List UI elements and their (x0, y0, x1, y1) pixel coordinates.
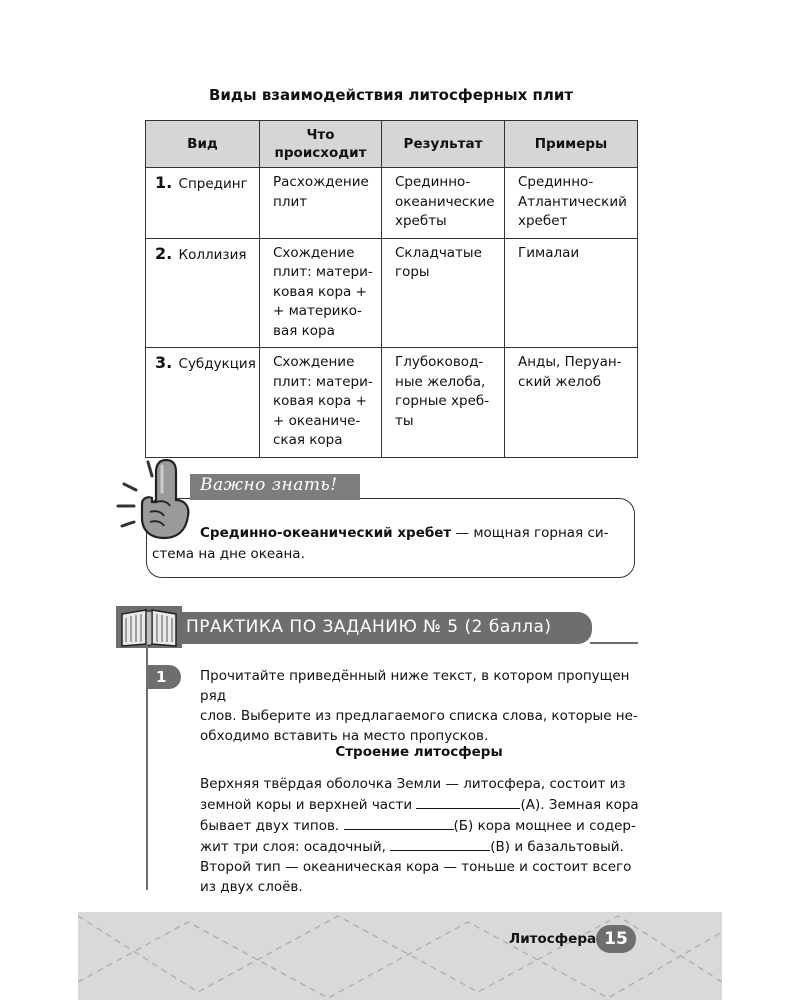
table-title: Виды взаимодействия литосферных плит (208, 86, 574, 104)
table-row (146, 348, 638, 458)
passage-text (200, 774, 640, 897)
passage-fragment: (А). Земная кора (520, 797, 639, 813)
table-row (146, 168, 638, 239)
cell-result: Складчатые горы (382, 238, 505, 348)
task-number-badge: 1 (147, 665, 181, 689)
cell-examples: Гималаи (505, 238, 638, 348)
table-row (146, 238, 638, 348)
footer-section-title: Литосфера (509, 931, 597, 947)
table-header-row (146, 121, 638, 168)
passage-line (200, 794, 640, 815)
type-label: Субдукция (178, 356, 256, 372)
task-instruction (200, 666, 638, 746)
important-text (200, 523, 620, 544)
row-number: 3. (155, 353, 173, 372)
plate-interaction-table (145, 120, 638, 458)
row-number: 2. (155, 243, 173, 263)
cell-type (146, 168, 260, 239)
cell-process: Схождение плит: матери- ковая кора + + материко- вая кора (260, 238, 382, 348)
passage-line (200, 815, 640, 836)
passage-fragment: (Б) кора мощнее и содер- (453, 818, 636, 834)
passage-line: Верхняя твёрдая оболочка Земли — литосфера, состоит из (200, 776, 626, 792)
header-result: Результат (382, 121, 505, 168)
passage-line (200, 836, 640, 857)
open-book-icon (114, 604, 184, 650)
important-banner-text: Важно знать! (200, 475, 338, 495)
practice-underline (590, 642, 638, 644)
instruction-line: слов. Выберите из предлагаемого списка слова, которые не- (200, 708, 638, 724)
cell-type (146, 348, 260, 458)
passage-title: Строение литосферы (335, 744, 503, 760)
cell-type (146, 238, 260, 348)
blank-a[interactable] (416, 794, 520, 809)
important-term: Срединно-океанический хребет (200, 525, 452, 541)
cell-process: Схождение плит: матери- ковая кора + + океаниче- ская кора (260, 348, 382, 458)
cell-process: Расхождение плит (260, 168, 382, 239)
practice-title: ПРАКТИКА ПО ЗАДАНИЮ № 5 (2 балла) (186, 617, 552, 637)
row-number: 1. (155, 173, 173, 192)
header-type: Вид (146, 121, 260, 168)
blank-c[interactable] (390, 836, 490, 851)
type-label: Спрединг (178, 176, 248, 192)
blank-b[interactable] (344, 815, 454, 830)
instruction-line: обходимо вставить на место пропусков. (200, 728, 489, 744)
pointing-finger-icon (112, 456, 194, 542)
cell-result: Срединно- океанические хребты (382, 168, 505, 239)
instruction-line: Прочитайте приведённый ниже текст, в котором пропущен ряд (200, 668, 630, 704)
passage-fragment: (В) и базальтовый. (490, 839, 624, 855)
passage-fragment: бывает двух типов. (200, 818, 344, 834)
important-definition-1: — мощная горная си- (451, 525, 609, 541)
type-label: Коллизия (178, 246, 247, 263)
passage-fragment: земной коры и верхней части (200, 797, 417, 813)
passage-fragment: жит три слоя: осадочный, (200, 839, 391, 855)
cell-examples: Анды, Перуан- ский желоб (505, 348, 638, 458)
cell-result: Глубоковод- ные желоба, горные хреб- ты (382, 348, 505, 458)
important-definition-2: стема на дне океана. (152, 546, 305, 562)
cell-examples: Срединно- Атлантический хребет (505, 168, 638, 239)
header-examples: Примеры (505, 121, 638, 168)
passage-line: из двух слоёв. (200, 879, 303, 895)
passage-line: Второй тип — океаническая кора — тоньше и состоит всего (200, 859, 632, 875)
page-number: 15 (596, 925, 636, 953)
header-process: Что происходит (260, 121, 382, 168)
